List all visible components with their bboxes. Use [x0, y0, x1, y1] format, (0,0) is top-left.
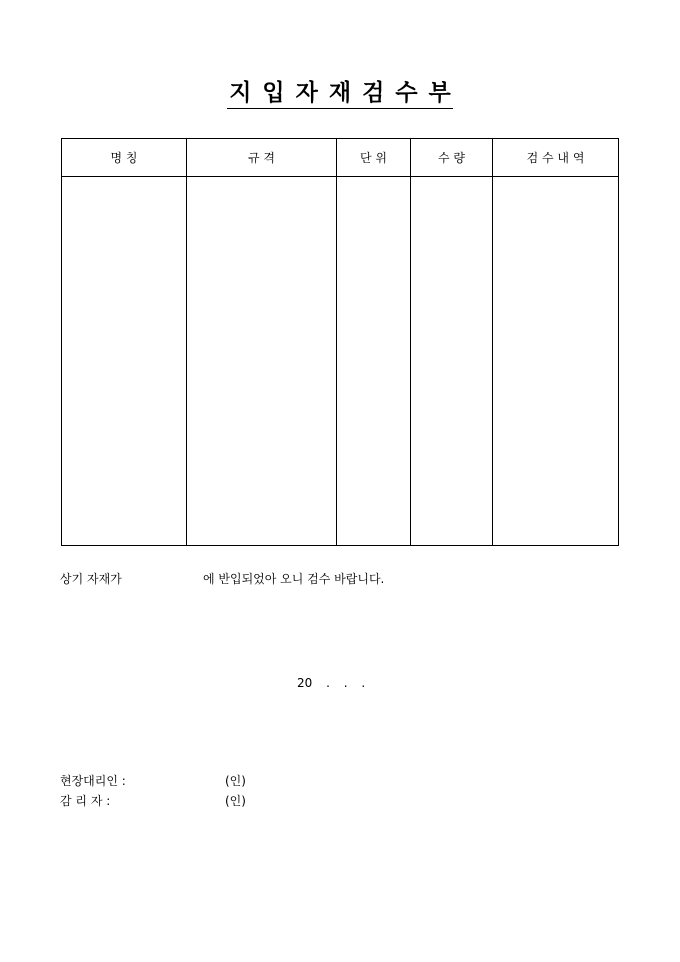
table-header-row — [62, 139, 619, 177]
supervisor-label: 감 리 자 : — [60, 794, 111, 808]
cell-inspection[interactable] — [493, 177, 619, 546]
document-title-text: 지 입 자 재 검 수 부 — [227, 78, 453, 109]
cell-quantity[interactable] — [411, 177, 493, 546]
header-quantity: 수 량 — [411, 139, 493, 177]
header-unit: 단 위 — [337, 139, 411, 177]
supervisor-seal: (인) — [225, 794, 246, 808]
remark-prefix: 상기 자재가 — [60, 572, 122, 586]
header-inspection: 검 수 내 역 — [493, 139, 619, 177]
site-agent-seal: (인) — [225, 774, 246, 788]
document-title — [0, 78, 680, 109]
date-line: 20 . . . — [297, 676, 366, 690]
cell-spec[interactable] — [187, 177, 337, 546]
cell-name[interactable] — [62, 177, 187, 546]
header-name: 명 칭 — [62, 139, 187, 177]
cell-unit[interactable] — [337, 177, 411, 546]
materials-table — [61, 138, 619, 546]
site-agent-label: 현장대리인 : — [60, 774, 126, 788]
table-body-row — [62, 177, 619, 546]
remark-suffix: 에 반입되었아 오니 검수 바랍니다. — [203, 572, 385, 586]
header-spec: 규 격 — [187, 139, 337, 177]
